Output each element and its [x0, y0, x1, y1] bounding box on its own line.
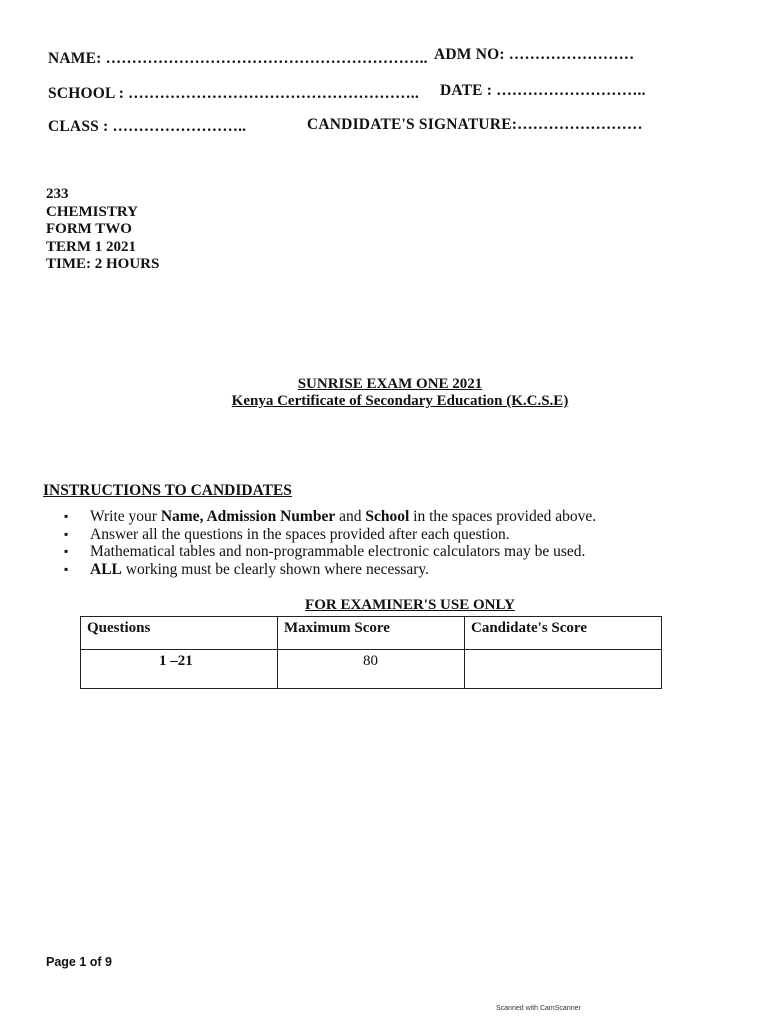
header-questions: Questions	[81, 617, 278, 650]
paper-time: TIME: 2 HOURS	[46, 256, 160, 272]
instructions-title: INSTRUCTIONS TO CANDIDATES	[43, 482, 292, 499]
header-maximum-score: Maximum Score	[278, 617, 465, 650]
header-candidate-score: Candidate's Score	[465, 617, 662, 650]
instruction-bold-text: ALL	[90, 560, 122, 578]
exam-title: SUNRISE EXAM ONE 2021	[297, 376, 483, 392]
instruction-item	[62, 543, 596, 561]
school-field-label: SCHOOL : ………………………………………………..	[48, 85, 419, 102]
instructions-list	[62, 508, 596, 578]
instruction-text: and	[335, 508, 366, 525]
class-field-label: CLASS : ……………………..	[48, 118, 247, 135]
cell-maximum-score: 80	[278, 650, 465, 689]
paper-form: FORM TWO	[46, 221, 132, 237]
paper-subject: CHEMISTRY	[46, 203, 138, 220]
examiner-use-title: FOR EXAMINER'S USE ONLY	[305, 597, 515, 613]
instruction-text: in the spaces provided above.	[409, 508, 597, 525]
instruction-bold-text: School	[365, 508, 410, 525]
instruction-text: working must be clearly shown where necessary.	[121, 560, 430, 578]
scanner-watermark: Scanned with CamScanner	[496, 1005, 581, 1012]
instruction-text: Mathematical tables and non-programmable electronic calculators may be used.	[90, 543, 586, 560]
page-number: Page 1 of 9	[46, 955, 112, 969]
cell-candidate-score	[465, 650, 662, 689]
date-field-label: DATE : ………………………..	[440, 82, 646, 99]
cell-questions-range: 1 –21	[81, 650, 278, 689]
exam-subtitle: Kenya Certificate of Secondary Education (K.C.S.E)	[231, 393, 569, 409]
table-row	[81, 650, 662, 689]
table-header-row	[81, 617, 662, 650]
instruction-item	[62, 561, 596, 579]
instruction-text: Answer all the questions in the spaces provided after each question.	[90, 525, 510, 543]
instruction-bold-text: Name, Admission Number	[160, 508, 336, 525]
candidate-signature-label: CANDIDATE'S SIGNATURE:……………………	[307, 116, 643, 133]
name-field-label: NAME: ……………………………………………………..	[48, 50, 428, 67]
paper-info	[46, 186, 159, 274]
paper-term: TERM 1 2021	[46, 238, 136, 255]
examiner-score-table	[80, 616, 662, 689]
adm-no-field-label: ADM NO: ……………………	[434, 46, 635, 63]
paper-code: 233	[46, 186, 69, 202]
instruction-item	[62, 526, 596, 544]
instruction-item	[62, 508, 596, 526]
instruction-text: Write your	[90, 508, 161, 525]
